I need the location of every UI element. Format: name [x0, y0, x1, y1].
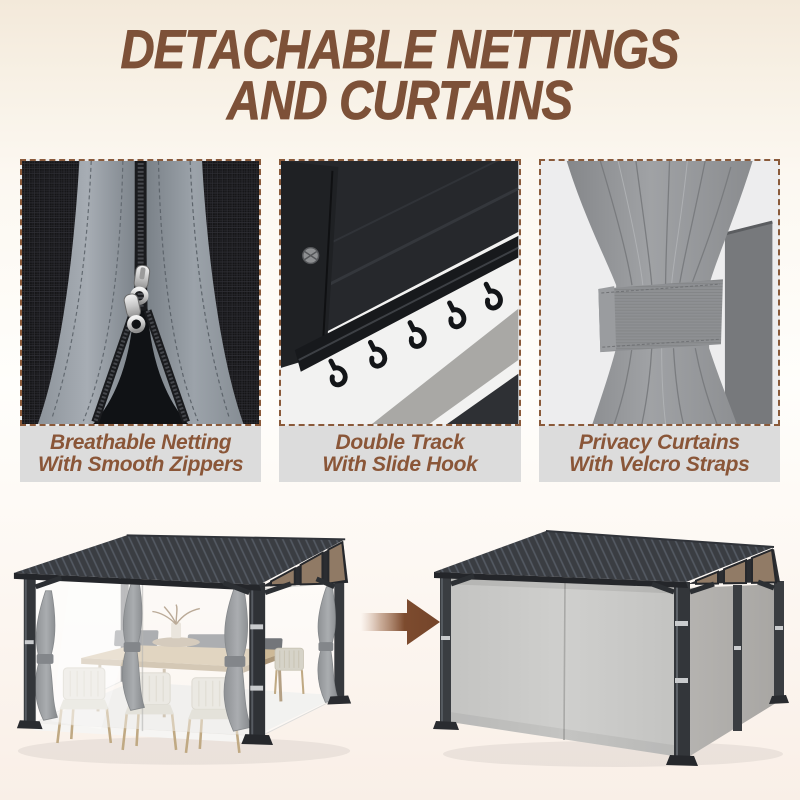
page-title [120, 18, 680, 132]
caption-privacy-curtain [539, 426, 780, 482]
netting-zipper-photo [20, 159, 261, 426]
velcro-strap [598, 279, 723, 352]
feature-panel-netting-zipper [20, 159, 261, 482]
caption-netting-zipper [20, 426, 261, 482]
header [0, 0, 800, 132]
title-line-1: DETACHABLE NETTINGS [120, 18, 680, 80]
caption-line-1: Privacy Curtains [578, 431, 740, 455]
zipper-close-up-icon [22, 161, 259, 424]
gazebo-post [725, 222, 772, 424]
caption-line-2: With Velcro Straps [569, 453, 750, 477]
gazebo-after-illustration [428, 526, 796, 778]
gazebo-curtains-closed-render [428, 526, 796, 778]
caption-line-2: With Slide Hook [322, 453, 478, 477]
gazebo-netting-open-render [6, 520, 362, 792]
before-after-comparison [0, 518, 800, 800]
curtain-velcro-strap-photo [539, 159, 780, 426]
feature-panels [0, 159, 800, 482]
double-track-hooks-photo [279, 159, 520, 426]
curtain-tieback-icon [541, 161, 778, 424]
feature-panel-privacy-curtain [539, 159, 780, 482]
gazebo-before-illustration [6, 520, 362, 792]
track-hooks-icon [281, 161, 518, 424]
caption-double-track [279, 426, 520, 482]
feature-panel-double-track [279, 159, 520, 482]
caption-line-1: Double Track [335, 431, 465, 455]
title-line-2: AND CURTAINS [227, 69, 573, 132]
caption-line-2: With Smooth Zippers [38, 453, 244, 477]
caption-line-1: Breathable Netting [50, 431, 232, 455]
